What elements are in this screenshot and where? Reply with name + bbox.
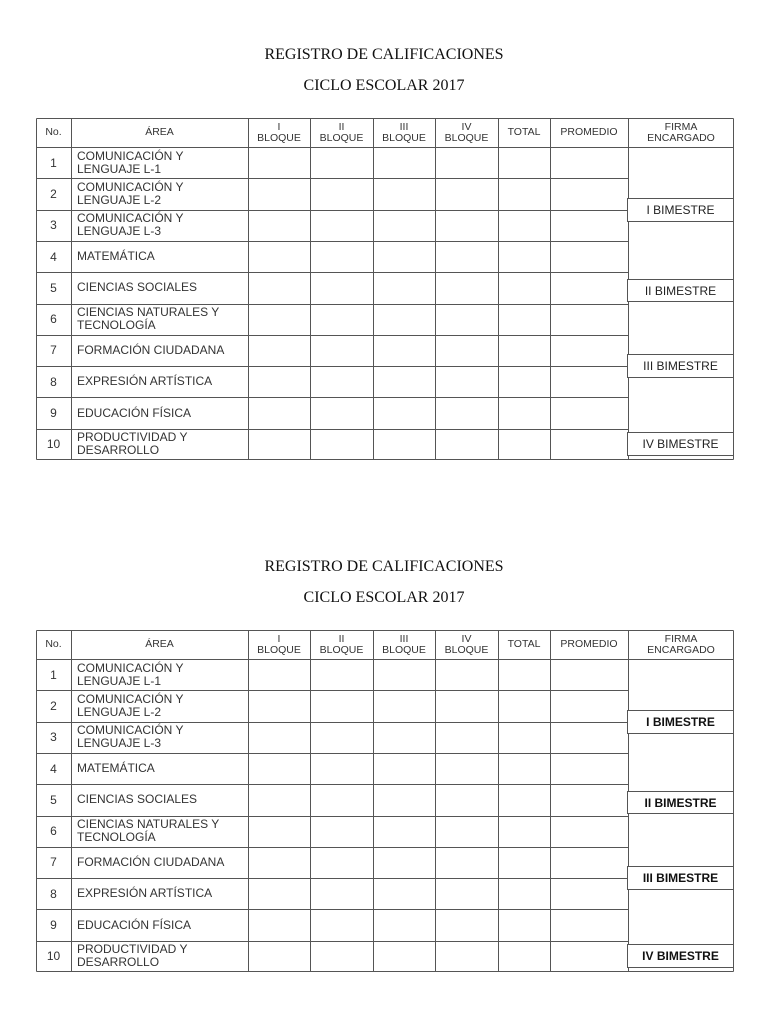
header-promedio-label: PROMEDIO xyxy=(560,638,618,650)
grade-cell[interactable] xyxy=(373,816,435,847)
grade-cell[interactable] xyxy=(550,178,628,209)
header-area xyxy=(71,630,248,659)
row-number: 6 xyxy=(50,824,57,839)
grade-cell[interactable] xyxy=(248,397,310,428)
area-name-line1: PRODUCTIVIDAD Y xyxy=(77,430,188,445)
grade-cell[interactable] xyxy=(310,878,373,909)
grade-cell[interactable] xyxy=(550,909,628,940)
row-area xyxy=(71,397,248,428)
grade-cell[interactable] xyxy=(310,753,373,784)
grade-cell[interactable] xyxy=(373,178,435,209)
grade-cell[interactable] xyxy=(550,241,628,272)
grade-cell[interactable] xyxy=(310,397,373,428)
row-area xyxy=(71,241,248,272)
grade-cell[interactable] xyxy=(550,941,628,972)
row-area xyxy=(71,722,248,753)
header-total-label: TOTAL xyxy=(507,638,541,650)
bimestre-label: I BIMESTRE xyxy=(627,710,734,734)
document-title: REGISTRO DE CALIFICACIONES xyxy=(264,558,504,575)
row-number: 6 xyxy=(50,312,57,327)
row-area xyxy=(71,366,248,397)
grade-cell[interactable] xyxy=(248,178,310,209)
area-name-line1: CIENCIAS NATURALES Y xyxy=(77,817,220,832)
grade-cell[interactable] xyxy=(550,784,628,815)
grade-cell[interactable] xyxy=(498,784,550,815)
document-subtitle: CICLO ESCOLAR 2017 xyxy=(303,589,465,606)
row-area xyxy=(71,304,248,335)
area-name-line1: MATEMÁTICA xyxy=(77,761,155,776)
area-name-line2: LENGUAJE L-1 xyxy=(77,673,162,688)
area-name-line1: COMUNICACIÓN Y xyxy=(77,148,184,163)
grade-cell[interactable] xyxy=(373,941,435,972)
grade-cell[interactable] xyxy=(248,147,310,178)
grade-cell[interactable] xyxy=(435,335,498,366)
header-promedio xyxy=(550,630,628,659)
row-area xyxy=(71,784,248,815)
header-no-label: No. xyxy=(45,638,62,650)
grade-cell[interactable] xyxy=(248,847,310,878)
row-number: 8 xyxy=(50,374,57,389)
grade-cell[interactable] xyxy=(498,847,550,878)
area-name-line1: COMUNICACIÓN Y xyxy=(77,691,184,706)
grade-cell[interactable] xyxy=(550,429,628,460)
header-bloque-3-label: BLOQUE xyxy=(382,131,426,144)
grade-cell[interactable] xyxy=(550,690,628,721)
grade-cell[interactable] xyxy=(550,147,628,178)
row-number: 2 xyxy=(50,698,57,713)
header-bloque-4-label: IV xyxy=(461,120,472,133)
grade-cell[interactable] xyxy=(498,304,550,335)
header-area xyxy=(71,118,248,147)
area-name-line2: DESARROLLO xyxy=(77,443,160,458)
grade-cell[interactable] xyxy=(310,178,373,209)
grades-table xyxy=(36,630,734,972)
row-area xyxy=(71,210,248,241)
grade-cell[interactable] xyxy=(373,753,435,784)
row-number: 1 xyxy=(50,155,57,170)
grade-cell[interactable] xyxy=(373,909,435,940)
header-firma-label: ENCARGADO xyxy=(647,131,715,144)
bimestre-label: II BIMESTRE xyxy=(627,791,734,814)
grade-cell[interactable] xyxy=(310,210,373,241)
grade-cell[interactable] xyxy=(435,909,498,940)
grade-cell[interactable] xyxy=(248,941,310,972)
grade-cell[interactable] xyxy=(248,722,310,753)
grade-cell[interactable] xyxy=(435,397,498,428)
header-area-label: ÁREA xyxy=(145,638,174,650)
area-name-line1: CIENCIAS SOCIALES xyxy=(77,280,198,295)
grade-cell[interactable] xyxy=(310,335,373,366)
header-no-label: No. xyxy=(45,126,62,138)
header-bloque-4-label: BLOQUE xyxy=(444,643,489,656)
grade-cell[interactable] xyxy=(550,366,628,397)
area-name-line1: CIENCIAS NATURALES Y xyxy=(77,305,220,320)
grade-cell[interactable] xyxy=(435,847,498,878)
grade-cell[interactable] xyxy=(550,878,628,909)
header-firma xyxy=(628,118,734,147)
grade-cell[interactable] xyxy=(435,147,498,178)
grade-cell[interactable] xyxy=(498,690,550,721)
header-bloque-4-label: BLOQUE xyxy=(444,131,489,144)
area-name-line2: LENGUAJE L-2 xyxy=(77,192,162,207)
bimestre-label: I BIMESTRE xyxy=(627,198,734,222)
header-bloque-1-label: I xyxy=(277,632,281,645)
row-number: 7 xyxy=(50,855,57,870)
grade-cell[interactable] xyxy=(310,909,373,940)
row-area xyxy=(71,941,248,972)
area-name-line1: COMUNICACIÓN Y xyxy=(77,211,184,226)
header-bloque-1-label: BLOQUE xyxy=(257,643,301,656)
grade-cell[interactable] xyxy=(248,878,310,909)
header-promedio-label: PROMEDIO xyxy=(560,126,618,138)
area-name-line2: DESARROLLO xyxy=(77,955,160,970)
grade-cell[interactable] xyxy=(498,210,550,241)
grade-cell[interactable] xyxy=(248,335,310,366)
grade-cell[interactable] xyxy=(373,397,435,428)
grade-cell[interactable] xyxy=(550,847,628,878)
grade-cell[interactable] xyxy=(373,304,435,335)
header-total xyxy=(498,630,550,659)
area-name-line2: LENGUAJE L-2 xyxy=(77,704,162,719)
header-no xyxy=(36,118,71,147)
area-name-line1: CIENCIAS SOCIALES xyxy=(77,792,198,807)
header-no xyxy=(36,630,71,659)
row-number: 3 xyxy=(50,730,57,745)
area-name-line2: LENGUAJE L-3 xyxy=(77,224,162,239)
grade-cell[interactable] xyxy=(248,210,310,241)
grade-cell[interactable] xyxy=(248,272,310,303)
header-firma-label: FIRMA xyxy=(664,632,698,645)
area-name-line2: TECNOLOGÍA xyxy=(77,830,156,845)
header-bloque-3 xyxy=(373,630,435,659)
area-name-line2: TECNOLOGÍA xyxy=(77,318,156,333)
grade-cell[interactable] xyxy=(498,178,550,209)
grade-cell[interactable] xyxy=(248,429,310,460)
grade-cell[interactable] xyxy=(498,722,550,753)
bimestre-label: III BIMESTRE xyxy=(627,866,734,890)
grade-cell[interactable] xyxy=(550,753,628,784)
row-area xyxy=(71,753,248,784)
grade-cell[interactable] xyxy=(435,690,498,721)
grade-cell[interactable] xyxy=(435,210,498,241)
row-number: 10 xyxy=(46,437,61,452)
area-name-line1: FORMACIÓN CIUDADANA xyxy=(77,342,225,357)
grade-cell[interactable] xyxy=(248,753,310,784)
grade-cell[interactable] xyxy=(310,659,373,690)
header-bloque-3-label: III xyxy=(399,120,409,133)
document-subtitle: CICLO ESCOLAR 2017 xyxy=(303,77,465,94)
grade-cell[interactable] xyxy=(550,816,628,847)
header-bloque-3-label: III xyxy=(399,632,409,645)
grade-cell[interactable] xyxy=(248,784,310,815)
area-name-line1: COMUNICACIÓN Y xyxy=(77,660,184,675)
header-bloque-2-label: BLOQUE xyxy=(319,131,364,144)
grade-cell[interactable] xyxy=(373,241,435,272)
grade-cell[interactable] xyxy=(435,272,498,303)
grade-cell[interactable] xyxy=(373,659,435,690)
row-number: 2 xyxy=(50,186,57,201)
area-name-line1: MATEMÁTICA xyxy=(77,249,155,264)
grade-cell[interactable] xyxy=(550,210,628,241)
grade-cell[interactable] xyxy=(435,241,498,272)
grade-cell[interactable] xyxy=(373,429,435,460)
grade-cell[interactable] xyxy=(310,784,373,815)
grade-cell[interactable] xyxy=(373,878,435,909)
header-bloque-4 xyxy=(435,118,498,147)
area-name-line1: EXPRESIÓN ARTÍSTICA xyxy=(77,886,213,901)
grade-cell[interactable] xyxy=(550,722,628,753)
grade-cell[interactable] xyxy=(310,816,373,847)
row-number: 9 xyxy=(50,918,57,933)
grade-cell[interactable] xyxy=(373,847,435,878)
row-area xyxy=(71,429,248,460)
header-bloque-4 xyxy=(435,630,498,659)
grade-cell[interactable] xyxy=(373,722,435,753)
grade-cell[interactable] xyxy=(248,241,310,272)
grade-cell[interactable] xyxy=(248,659,310,690)
row-area xyxy=(71,335,248,366)
header-promedio xyxy=(550,118,628,147)
grade-cell[interactable] xyxy=(435,178,498,209)
grade-cell[interactable] xyxy=(373,272,435,303)
grade-cell[interactable] xyxy=(373,690,435,721)
row-area xyxy=(71,147,248,178)
area-name-line1: COMUNICACIÓN Y xyxy=(77,179,184,194)
grade-cell[interactable] xyxy=(310,304,373,335)
grade-cell[interactable] xyxy=(310,847,373,878)
header-bloque-2-label: BLOQUE xyxy=(319,643,364,656)
grade-cell[interactable] xyxy=(373,784,435,815)
row-area xyxy=(71,878,248,909)
grade-cell[interactable] xyxy=(435,816,498,847)
row-area xyxy=(71,909,248,940)
row-area xyxy=(71,690,248,721)
header-bloque-2-label: II xyxy=(338,120,345,133)
row-number: 10 xyxy=(46,949,61,964)
grade-cell[interactable] xyxy=(498,909,550,940)
header-bloque-2 xyxy=(310,630,373,659)
header-area-label: ÁREA xyxy=(145,126,174,138)
header-firma xyxy=(628,630,734,659)
grade-cell[interactable] xyxy=(435,722,498,753)
row-number: 8 xyxy=(50,886,57,901)
area-name-line1: FORMACIÓN CIUDADANA xyxy=(77,854,225,869)
header-total-label: TOTAL xyxy=(507,126,541,138)
grade-cell[interactable] xyxy=(373,210,435,241)
grade-cell[interactable] xyxy=(310,147,373,178)
row-number: 4 xyxy=(50,249,57,264)
row-number: 5 xyxy=(50,792,57,807)
grade-cell[interactable] xyxy=(310,366,373,397)
grade-cell[interactable] xyxy=(435,659,498,690)
grade-cell[interactable] xyxy=(248,816,310,847)
row-area xyxy=(71,178,248,209)
grade-cell[interactable] xyxy=(498,429,550,460)
grade-cell[interactable] xyxy=(550,397,628,428)
area-name-line1: EDUCACIÓN FÍSICA xyxy=(77,917,192,932)
header-firma-label: ENCARGADO xyxy=(647,643,715,656)
bimestre-label: IV BIMESTRE xyxy=(627,944,734,968)
row-number: 5 xyxy=(50,280,57,295)
grade-cell[interactable] xyxy=(373,366,435,397)
header-bloque-1-label: I xyxy=(277,120,281,133)
grade-cell[interactable] xyxy=(435,878,498,909)
grade-cell[interactable] xyxy=(498,397,550,428)
row-area xyxy=(71,659,248,690)
area-name-line1: EDUCACIÓN FÍSICA xyxy=(77,405,192,420)
header-bloque-4-label: IV xyxy=(461,632,472,645)
row-number: 3 xyxy=(50,218,57,233)
header-firma-label: FIRMA xyxy=(664,120,698,133)
row-area xyxy=(71,272,248,303)
row-area xyxy=(71,816,248,847)
area-name-line2: LENGUAJE L-3 xyxy=(77,736,162,751)
header-bloque-3-label: BLOQUE xyxy=(382,643,426,656)
grade-cell[interactable] xyxy=(435,304,498,335)
header-bloque-2 xyxy=(310,118,373,147)
grade-cell[interactable] xyxy=(248,909,310,940)
area-name-line1: EXPRESIÓN ARTÍSTICA xyxy=(77,374,213,389)
area-name-line1: COMUNICACIÓN Y xyxy=(77,723,184,738)
grade-cell[interactable] xyxy=(498,941,550,972)
grade-cell[interactable] xyxy=(550,304,628,335)
grade-cell[interactable] xyxy=(248,366,310,397)
area-name-line2: LENGUAJE L-1 xyxy=(77,161,162,176)
grade-cell[interactable] xyxy=(310,690,373,721)
bimestre-label: III BIMESTRE xyxy=(627,354,734,378)
grade-cell[interactable] xyxy=(550,659,628,690)
grade-cell[interactable] xyxy=(435,753,498,784)
header-bloque-1 xyxy=(248,118,310,147)
grade-cell[interactable] xyxy=(310,429,373,460)
area-name-line1: PRODUCTIVIDAD Y xyxy=(77,942,188,957)
row-number: 1 xyxy=(50,667,57,682)
grade-cell[interactable] xyxy=(310,272,373,303)
grade-cell[interactable] xyxy=(435,941,498,972)
grade-cell[interactable] xyxy=(498,147,550,178)
grade-cell[interactable] xyxy=(310,722,373,753)
grade-cell[interactable] xyxy=(498,659,550,690)
grade-cell[interactable] xyxy=(248,304,310,335)
header-bloque-1-label: BLOQUE xyxy=(257,131,301,144)
header-total xyxy=(498,118,550,147)
bimestre-label: II BIMESTRE xyxy=(627,279,734,302)
grade-cell[interactable] xyxy=(498,878,550,909)
header-bloque-2-label: II xyxy=(338,632,345,645)
bimestre-label: IV BIMESTRE xyxy=(627,432,734,456)
header-bloque-3 xyxy=(373,118,435,147)
grade-cell[interactable] xyxy=(435,429,498,460)
grade-cell[interactable] xyxy=(498,366,550,397)
document-title: REGISTRO DE CALIFICACIONES xyxy=(264,46,504,63)
grades-table xyxy=(36,118,734,460)
grade-cell[interactable] xyxy=(310,241,373,272)
header-bloque-1 xyxy=(248,630,310,659)
grade-cell[interactable] xyxy=(435,366,498,397)
grade-cell[interactable] xyxy=(373,147,435,178)
grade-cell[interactable] xyxy=(498,272,550,303)
grade-cell[interactable] xyxy=(550,335,628,366)
grade-cell[interactable] xyxy=(248,690,310,721)
row-area xyxy=(71,847,248,878)
grade-cell[interactable] xyxy=(498,816,550,847)
grade-cell[interactable] xyxy=(550,272,628,303)
grade-cell[interactable] xyxy=(373,335,435,366)
grade-cell[interactable] xyxy=(498,753,550,784)
row-number: 9 xyxy=(50,406,57,421)
row-number: 7 xyxy=(50,343,57,358)
grade-cell[interactable] xyxy=(498,335,550,366)
row-number: 4 xyxy=(50,761,57,776)
grade-cell[interactable] xyxy=(310,941,373,972)
grade-cell[interactable] xyxy=(435,784,498,815)
grade-cell[interactable] xyxy=(498,241,550,272)
